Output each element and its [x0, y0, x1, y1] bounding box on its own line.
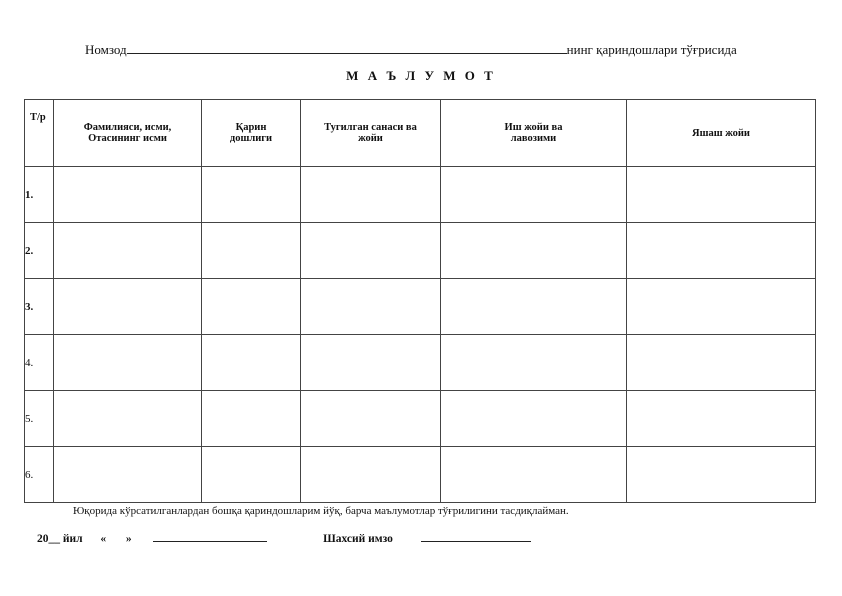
date-line[interactable] [153, 531, 267, 542]
table-row [25, 335, 816, 391]
cell-workplace[interactable] [441, 223, 627, 279]
signature-label: Шахсий имзо [323, 533, 393, 545]
cell-kinship[interactable] [202, 167, 301, 223]
column-header-full-name: Фамилияси, исми, Отасининг исми [54, 100, 202, 167]
signature-section [37, 531, 531, 545]
table-header-row [25, 100, 816, 167]
column-header-birth: Тугилган санаси ва жойи [301, 100, 441, 167]
cell-residence[interactable] [627, 391, 816, 447]
column-header-workplace: Иш жойи ва лавозими [441, 100, 627, 167]
cell-full-name[interactable] [54, 167, 202, 223]
table-row [25, 279, 816, 335]
cell-residence[interactable] [627, 167, 816, 223]
cell-workplace[interactable] [441, 335, 627, 391]
cell-kinship[interactable] [202, 447, 301, 503]
column-header-number: Т/р [25, 100, 54, 167]
document-title: М А Ъ Л У М О Т [346, 68, 496, 83]
cell-full-name[interactable] [54, 335, 202, 391]
cell-full-name[interactable] [54, 391, 202, 447]
table-row [25, 391, 816, 447]
cell-birth[interactable] [301, 447, 441, 503]
cell-kinship[interactable] [202, 391, 301, 447]
relatives-table [24, 99, 816, 503]
cell-birth[interactable] [301, 167, 441, 223]
table-row [25, 447, 816, 503]
row-number: 6. [25, 447, 54, 503]
cell-birth[interactable] [301, 279, 441, 335]
cell-residence[interactable] [627, 447, 816, 503]
row-number: 1. [25, 167, 54, 223]
column-header-kinship: Қарин дошлиги [202, 100, 301, 167]
cell-full-name[interactable] [54, 279, 202, 335]
cell-birth[interactable] [301, 335, 441, 391]
header-suffix: нинг қариндошлари тўғрисида [566, 42, 737, 57]
year-label: 20__ йил [37, 533, 83, 545]
cell-kinship[interactable] [202, 279, 301, 335]
cell-kinship[interactable] [202, 335, 301, 391]
cell-full-name[interactable] [54, 447, 202, 503]
row-number: 4. [25, 335, 54, 391]
confirmation-text: Юқорида кўрсатилганлардан бошқа қариндошларим йўқ, барча маълумотлар тўғрилигини тасдиқлайман. [73, 505, 569, 517]
row-number: 2. [25, 223, 54, 279]
cell-residence[interactable] [627, 223, 816, 279]
cell-residence[interactable] [627, 335, 816, 391]
cell-birth[interactable] [301, 391, 441, 447]
row-number: 5. [25, 391, 54, 447]
cell-birth[interactable] [301, 223, 441, 279]
cell-kinship[interactable] [202, 223, 301, 279]
form-header [85, 41, 737, 58]
header-prefix: Номзод [85, 42, 127, 57]
cell-workplace[interactable] [441, 279, 627, 335]
cell-full-name[interactable] [54, 223, 202, 279]
quote-close: » [125, 533, 132, 545]
table-row [25, 167, 816, 223]
cell-workplace[interactable] [441, 167, 627, 223]
cell-residence[interactable] [627, 279, 816, 335]
column-header-residence: Яшаш жойи [627, 100, 816, 167]
cell-workplace[interactable] [441, 391, 627, 447]
signature-line[interactable] [421, 531, 531, 542]
quote-open: « [100, 533, 107, 545]
candidate-name-line[interactable] [127, 41, 567, 54]
row-number: 3. [25, 279, 54, 335]
table-row [25, 223, 816, 279]
cell-workplace[interactable] [441, 447, 627, 503]
